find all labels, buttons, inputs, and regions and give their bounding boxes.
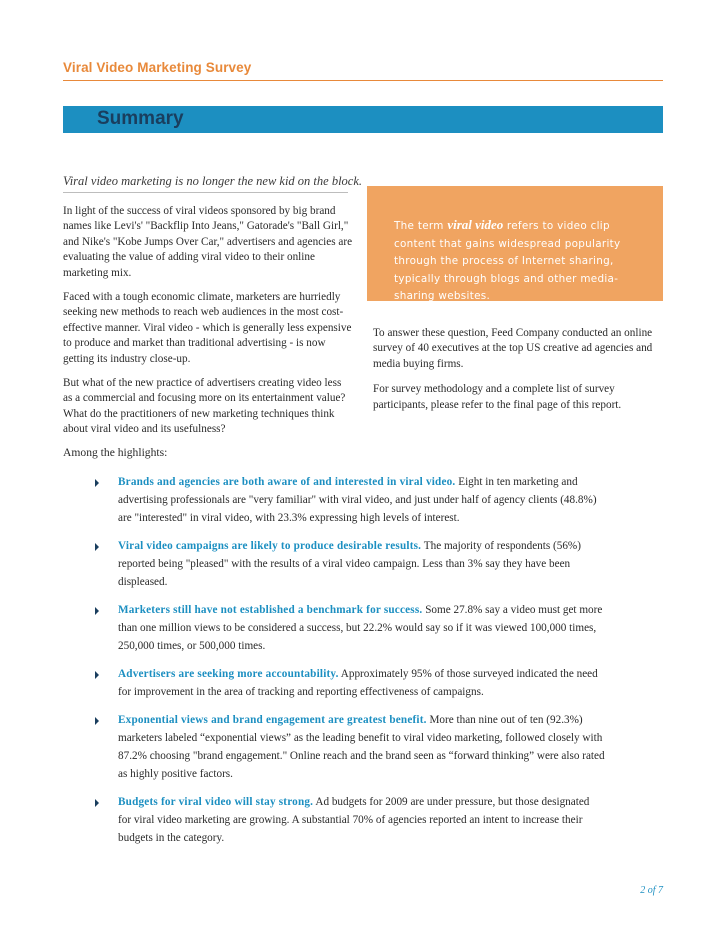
list-item [95, 665, 605, 701]
highlight-heading: Viral video campaigns are likely to produce desirable results. [118, 540, 422, 552]
highlights-list [95, 473, 605, 857]
highlight-heading: Exponential views and brand engagement are greatest benefit. [118, 714, 427, 726]
list-item [95, 473, 605, 527]
list-item [95, 711, 605, 783]
highlight-body: Approximately 95% of those surveyed indicated the need for improvement in the area of tracking and reporting effectiveness of campaigns. [118, 668, 598, 698]
paragraph: For survey methodology and a complete list of survey participants, please refer to the final page of this report. [373, 383, 622, 411]
paragraph: To answer these question, Feed Company conducted an online survey of 40 executives at the top US creative ad agencies and media buying firms. [373, 327, 653, 370]
triangle-bullet-icon [95, 671, 99, 679]
summary-banner [63, 106, 663, 133]
highlight-body: Eight in ten marketing and advertising professionals are "very familiar" with viral video, and just under half of agency clients (48.8%) are "interested" in viral video, with 23.3% expressing high levels of interest. [118, 476, 597, 524]
triangle-bullet-icon [95, 543, 99, 551]
paragraph: But what of the new practice of advertisers creating video less as a commercial and focusing more on its entertainment value? What do the practitioners of new marketing techniques think about viral video and its usefulness? [63, 377, 346, 436]
callout-prefix: The term [394, 220, 448, 232]
highlight-body: Some 27.8% say a video must get more than one million views to be considered a success, but 22.2% would say so if it was viewed 100,000 times, 250,000 times, or 500,000 times. [118, 604, 603, 652]
highlight-heading: Budgets for viral video will stay strong. [118, 796, 314, 808]
highlight-body: The majority of respondents (56%) reported being "pleased" with the results of a viral video campaign. Less than 3% say they have been displeased. [118, 540, 581, 588]
highlights-intro: Among the highlights: [63, 446, 168, 459]
triangle-bullet-icon [95, 479, 99, 487]
intro-divider [63, 192, 348, 193]
definition-callout [367, 186, 663, 301]
header-divider [63, 80, 663, 81]
document-header-title: Viral Video Marketing Survey [63, 60, 252, 75]
intro-statement: Viral video marketing is no longer the new kid on the block. [63, 174, 363, 188]
list-item [95, 793, 605, 847]
triangle-bullet-icon [95, 799, 99, 807]
highlight-heading: Advertisers are seeking more accountability. [118, 668, 339, 680]
highlight-body: More than nine out of ten (92.3%) marketers labeled “exponential views” as the leading benefit to viral video marketing, followed closely with 87.2% choosing "brand engagement." Online reach and the brand seen as “forward thinking” were also rated as highly positive factors. [118, 714, 605, 780]
list-item [95, 601, 605, 655]
callout-term: viral video [447, 217, 504, 232]
triangle-bullet-icon [95, 717, 99, 725]
page-number: 2 of 7 [640, 885, 663, 896]
callout-suffix: refers to video clip content that gains widespread popularity through the process of Internet sharing, typically through blogs and other media-sharing websites. [394, 220, 621, 302]
section-title: Summary [97, 108, 184, 129]
paragraph: Faced with a tough economic climate, marketers are hurriedly seeking new methods to reach web audiences in the most cost-effective manner. Viral video - which is generally less expensive to produce and market than traditional advertising - is now getting its industry close-up. [63, 291, 352, 365]
paragraph: In light of the success of viral videos sponsored by big brand names like Levi's' "Backflip Into Jeans," Gatorade's "Ball Girl," and Nike's "Kobe Jumps Over Car," advertisers and agencies are evaluating the value of adding viral video to their online marketing mix. [63, 205, 353, 279]
left-column [63, 204, 353, 447]
triangle-bullet-icon [95, 607, 99, 615]
right-column [373, 326, 663, 423]
highlight-heading: Brands and agencies are both aware of and interested in viral video. [118, 476, 456, 488]
list-item [95, 537, 605, 591]
highlight-heading: Marketers still have not established a benchmark for success. [118, 604, 423, 616]
highlight-body: Ad budgets for 2009 are under pressure, but those designated for viral video marketing are growing. A substantial 70% of agencies reported an intent to increase their budgets in the category. [118, 796, 590, 844]
